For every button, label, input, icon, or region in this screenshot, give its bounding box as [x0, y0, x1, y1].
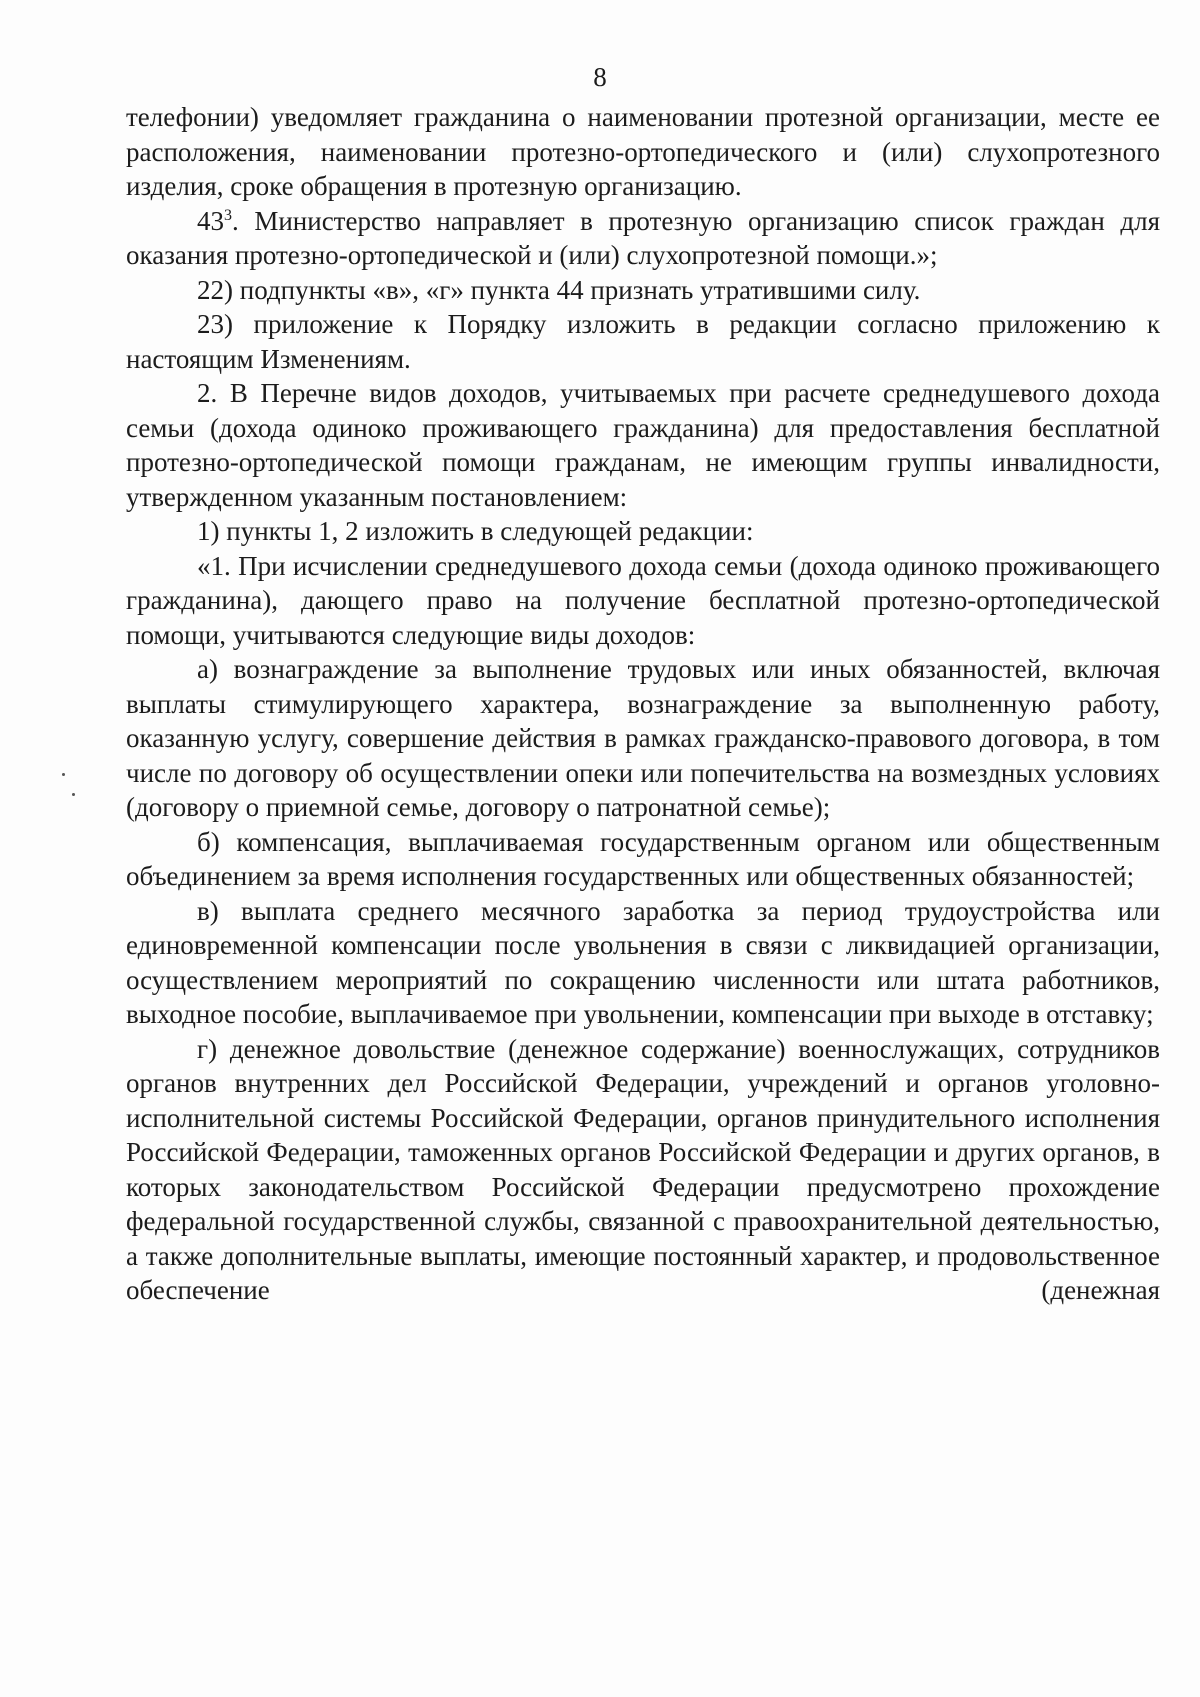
paragraph-section-2: 2. В Перечне видов доходов, учитываемых при расчете среднедушевого дохода семьи (дохода одиноко проживающего гражданина) для предоставления бесплатной протезно-ортопедической помощи гражданам, не имеющим группы инвалидности, утвержденном указанным постановлением: [126, 378, 1160, 512]
paragraph-22: 22) подпункты «в», «г» пункта 44 признать утратившими силу. [197, 274, 921, 305]
scan-speck [62, 773, 65, 776]
item-number: 43 [197, 205, 224, 236]
paragraph-continuation: телефонии) уведомляет гражданина о наименовании протезной организации, месте ее расположения, наименовании протезно-ортопедического и (или) слухопротезного изделия, сроке обращения в протезную организацию. [126, 102, 1160, 201]
paragraph-23: 23) приложение к Порядку изложить в редакции согласно приложению к настоящим Изменениям. [126, 309, 1160, 374]
subparagraph-b: б) компенсация, выплачиваемая государственным органом или общественным объединением за время исполнения государственных или общественных обязанностей; [126, 826, 1160, 891]
subparagraph-v: в) выплата среднего месячного заработка за период трудоустройства или единовременной компенсации после увольнения в связи с ликвидацией организации, осуществлением мероприятий по сокращению численности или штата работников, выходное пособие, выплачиваемое при увольнении, компенсации при выходе в отставку; [126, 895, 1160, 1029]
scan-speck [72, 793, 75, 796]
page-number: 8 [593, 62, 607, 92]
paragraph-43-3 [126, 204, 1160, 273]
paragraph-text: . Министерство направляет в протезную организацию список граждан для оказания протезно-ортопедической и (или) слухопротезной помощи.»; [126, 205, 1160, 270]
superscript: 3 [224, 206, 232, 224]
document-body [126, 100, 1160, 1308]
subparagraph-g: г) денежное довольствие (денежное содержание) военнослужащих, сотрудников органов внутренних дел Российской Федерации, учреждений и органов уголовно-исполнительной системы Российской Федерации, органов принудительного исполнения Российской Федерации, таможенных органов Российской Федерации и других органов, в которых законодательством Российской Федерации предусмотрено прохождение федеральной государственной службы, связанной с правоохранительной деятельностью, а также дополнительные выплаты, имеющие постоянный характер, и продовольственное обеспечение (денежная [126, 1033, 1160, 1305]
paragraph-1: 1) пункты 1, 2 изложить в следующей редакции: [197, 516, 754, 546]
paragraph-quote-1: «1. При исчислении среднедушевого дохода семьи (дохода одиноко проживающего гражданина), дающего право на получение бесплатной протезно-ортопедической помощи, учитываются следующие виды доходов: [126, 550, 1160, 650]
subparagraph-a: а) вознаграждение за выполнение трудовых или иных обязанностей, включая выплаты стимулирующего характера, вознаграждение за выполненную работу, оказанную услугу, совершение действия в рамках гражданско-правового договора, в том числе по договору об осуществлении опеки или попечительства на возмездных условиях (договору о приемной семье, договору о патронатной семье); [126, 654, 1160, 822]
